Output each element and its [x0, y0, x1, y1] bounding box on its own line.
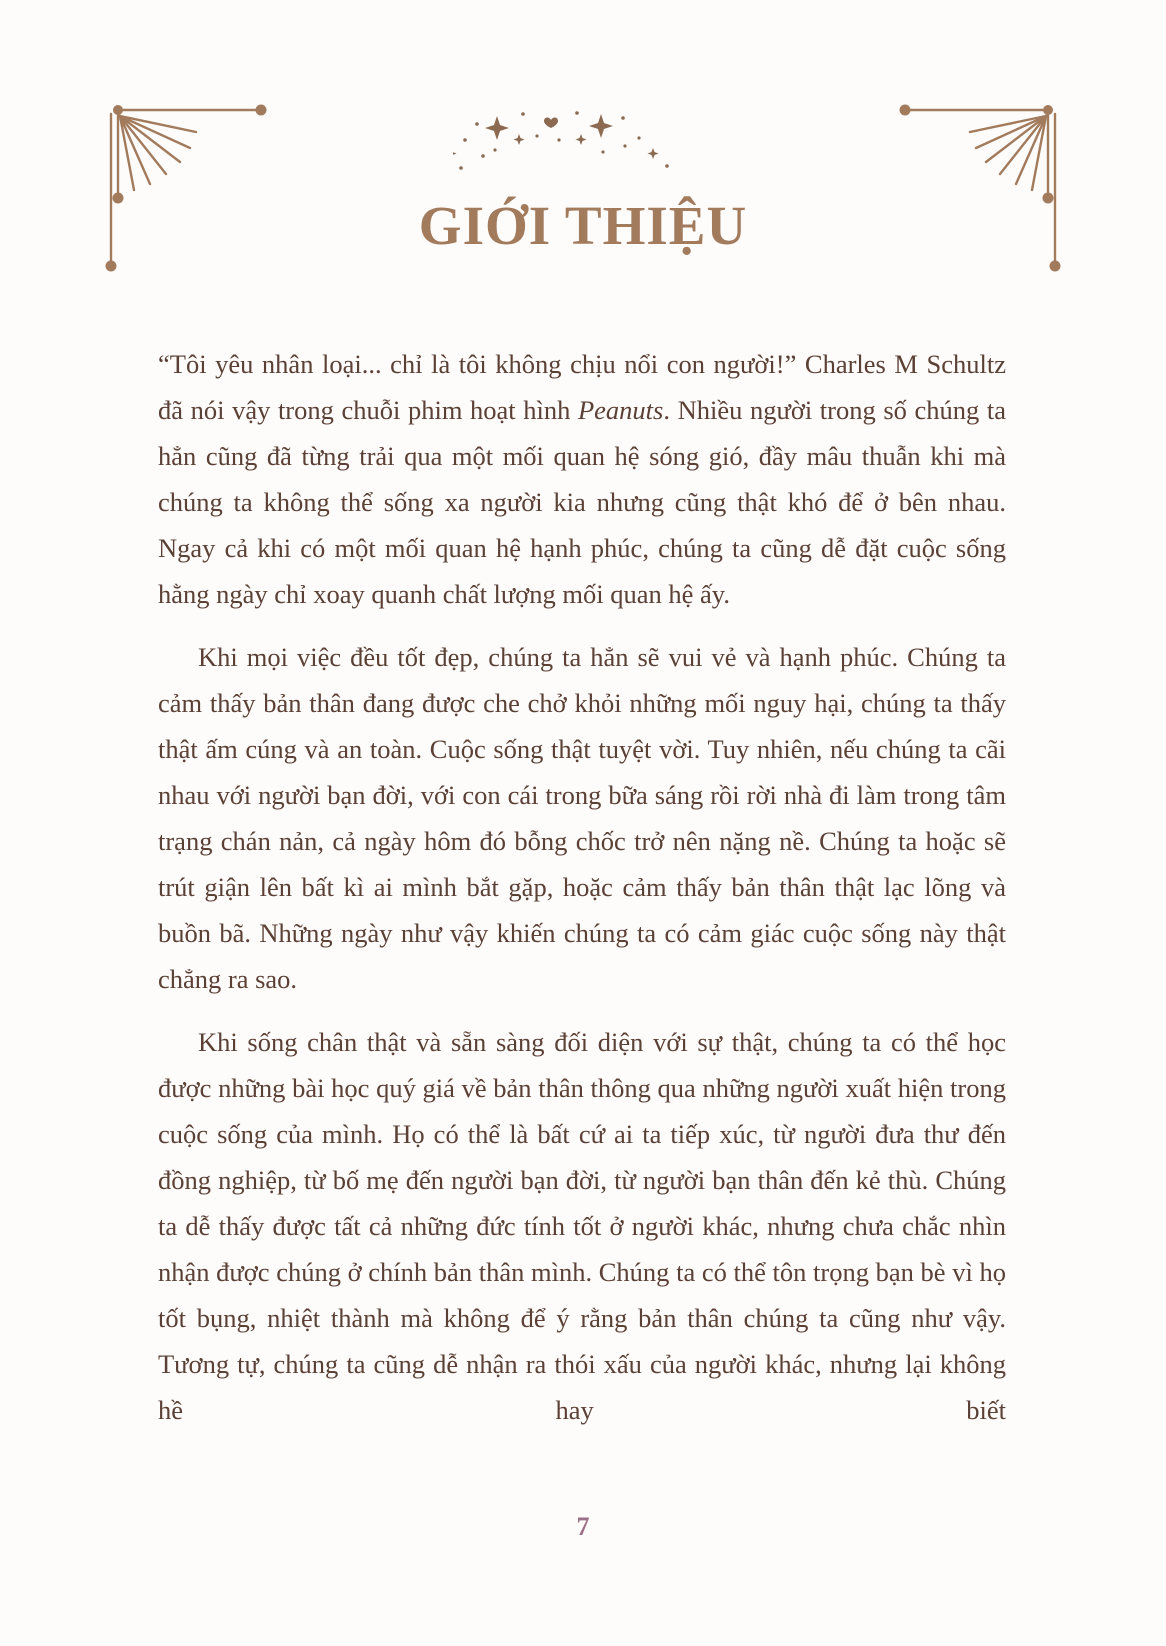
paragraph-1 [158, 341, 1006, 617]
sunburst-corner-left-icon [104, 100, 284, 290]
body-text [158, 341, 1006, 1450]
page-title: GIỚI THIỆU [418, 195, 748, 256]
paragraph-3: Khi sống chân thật và sẵn sàng đối diện với sự thật, chúng ta có thể học được những bài học quý giá về bản thân thông qua những người xuất hiện trong cuộc sống của mình. Họ có thể là bất cứ ai ta tiếp xúc, từ người đưa thư đến đồng nghiệp, từ bố mẹ đến người bạn đời, từ người bạn thân đến kẻ thù. Chúng ta dễ thấy được tất cả những đức tính tốt ở người khác, nhưng chưa chắc nhìn nhận được chúng ở chính bản thân mình. Chúng ta có thể tôn trọng bạn bè vì họ tốt bụng, nhiệt thành mà không để ý rằng bản thân chúng ta cũng như vậy. Tương tự, chúng ta cũng dễ nhận ra thói xấu của người khác, nhưng lại không hề hay biết [158, 1027, 1006, 1425]
page-number: 7 [576, 1512, 590, 1541]
sparkle-stars-icon [453, 110, 713, 190]
sunburst-corner-right-icon [882, 100, 1062, 290]
paragraph-1-text-before: “Tôi yêu nhân loại... chỉ là tôi không chịu nổi con người!” Charles M Schultz đã nói vậy trong chuỗi phim hoạt hình [158, 349, 1006, 425]
paragraph-1-emphasis: Peanuts [577, 395, 664, 425]
paragraph-1-text-after: . Nhiều người trong số chúng ta hẳn cũng đã từng trải qua một mối quan hệ sóng gió, đầy mâu thuẫn khi mà chúng ta không thể sống xa người kia nhưng cũng thật khó để ở bên nhau. Ngay cả khi có một mối quan hệ hạnh phúc, chúng ta cũng dễ đặt cuộc sống hằng ngày chỉ xoay quanh chất lượng mối quan hệ ấy. [158, 395, 1006, 609]
paragraph-2: Khi mọi việc đều tốt đẹp, chúng ta hẳn sẽ vui vẻ và hạnh phúc. Chúng ta cảm thấy bản thân đang được che chở khỏi những mối nguy hại, chúng ta thấy thật ấm cúng và an toàn. Cuộc sống thật tuyệt vời. Tuy nhiên, nếu chúng ta cãi nhau với người bạn đời, với con cái trong bữa sáng rồi rời nhà đi làm trong tâm trạng chán nản, cả ngày hôm đó bỗng chốc trở nên nặng nề. Chúng ta hoặc sẽ trút giận lên bất kì ai mình bắt gặp, hoặc cảm thấy bản thân thật lạc lõng và buồn bã. Những ngày như vậy khiến chúng ta có cảm giác cuộc sống này thật chẳng ra sao. [158, 642, 1006, 994]
